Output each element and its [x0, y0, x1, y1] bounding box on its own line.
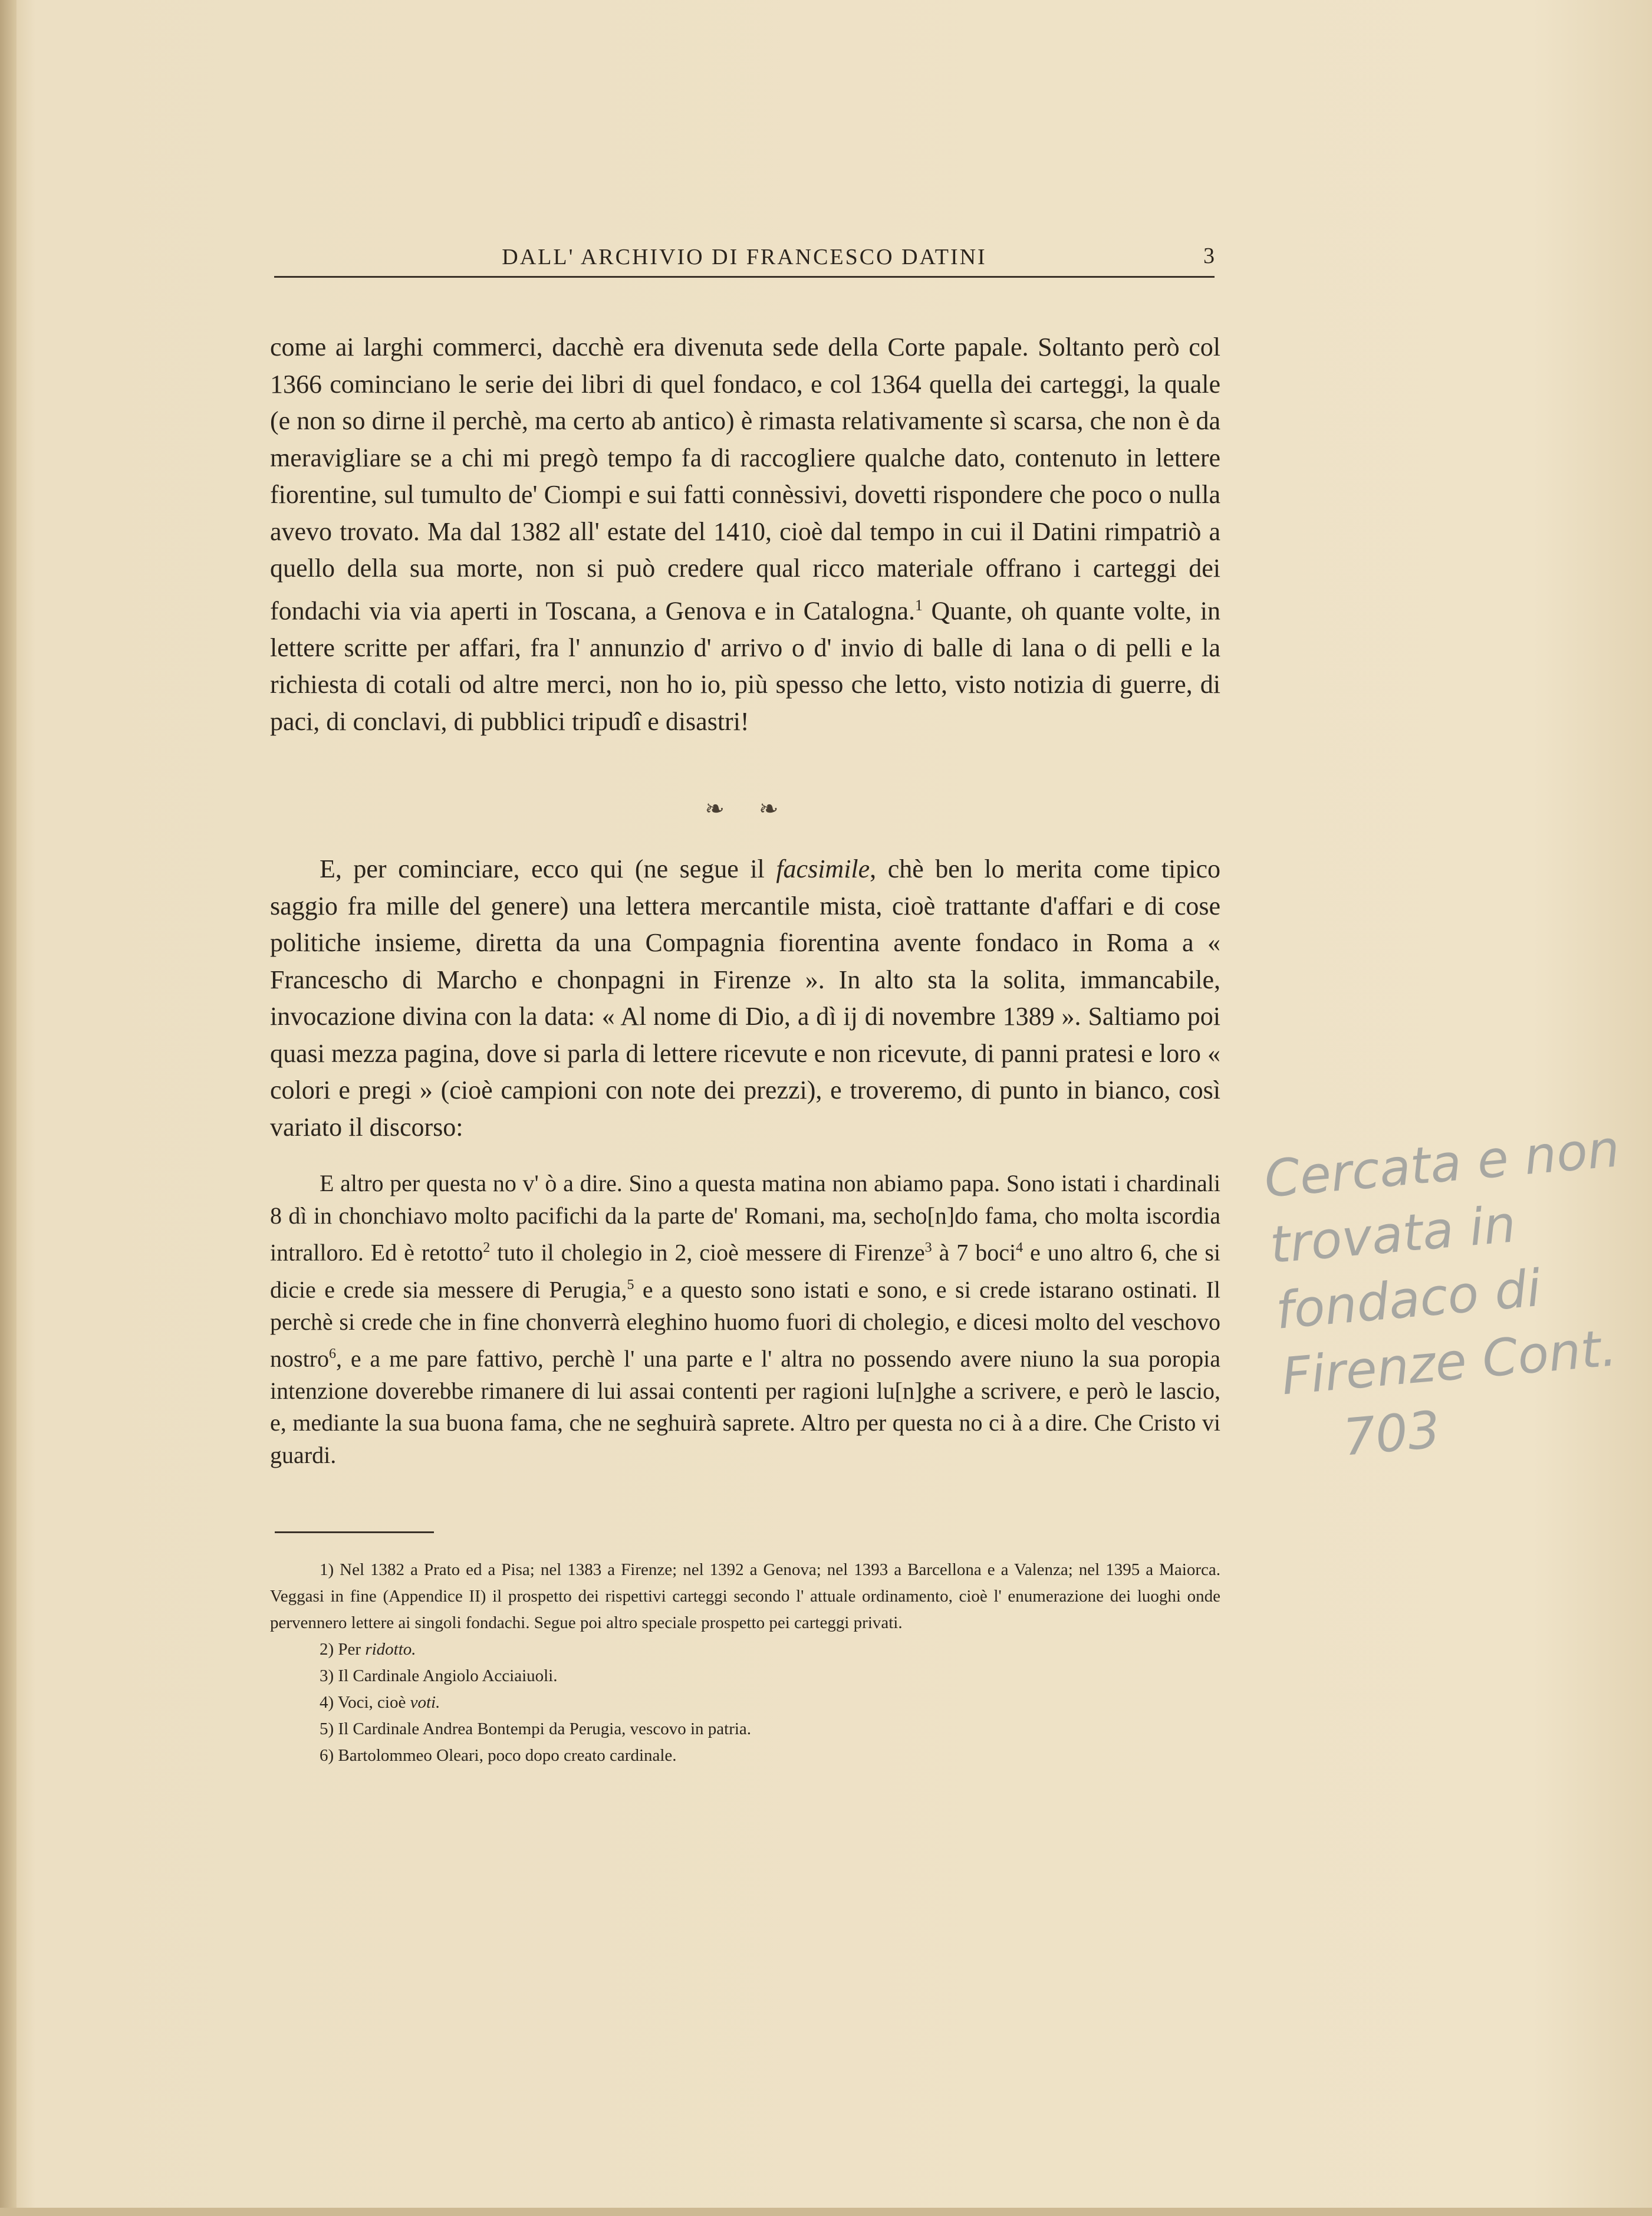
footnotes [270, 1557, 1220, 1769]
footnote-6: 6) Bartolommeo Oleari, poco dopo creato cardinale. [320, 1746, 677, 1765]
quote-ref-4: 4 [1016, 1240, 1024, 1255]
footnote-rule [275, 1531, 434, 1533]
quote-ref-5: 5 [627, 1277, 634, 1293]
letter-quote [270, 1168, 1220, 1471]
quote-ref-6: 6 [329, 1346, 336, 1362]
quote-ref-3: 3 [924, 1240, 932, 1255]
paragraph-1-text: come ai larghi commerci, dacchè era divenuta sede della Corte papale. Soltanto però col 1366 cominciano le serie dei libri di quel fondaco, e col 1364 quella dei carteggi, la quale (e non so dirne il perchè, ma certo ab antico) è rimasta relativamente sì scarsa, che non è da meravigliare se a chi mi pregò tempo fa di raccogliere qualche dato, contenuto in lettere fiorentine, sul tumulto de' Ciompi e sui fatti connèssivi, dovetti rispondere che poco o nulla avevo trovato. Ma dal 1382 all' estate del 1410, cioè dal tempo in cui il Datini rimpatriò a quello della sua morte, non si può credere qual ricco materiale offrano i carteggi dei fondachi via via aperti in Toscana, a Genova e in Catalogna. [270, 333, 1220, 626]
footnote-4-italic: voti. [410, 1693, 440, 1712]
paragraph-2 [270, 851, 1220, 1146]
page-bottom-edge [0, 2208, 1652, 2216]
quote-text-1: E altro per questa no v' ò a dire. Sino a questa matina non abiamo papa. Sono istati i chardinali 8 dì in chonchiavo molto pacifichi da la parte de' Romani, ma, secho[n]do fama, cho molta iscordia intralloro. Ed è retotto [270, 1170, 1220, 1266]
handwritten-line-5: 703 [1341, 1400, 1443, 1468]
footnote-2-text: 2) Per [320, 1640, 366, 1659]
footnote-4-text: 4) Voci, cioè [320, 1693, 410, 1712]
running-title: DALL' ARCHIVIO DI FRANCESCO DATINI [502, 245, 987, 269]
facsimile-term: facsimile [776, 854, 870, 883]
paragraph-2-after: , chè ben lo merita come tipico saggio fra mille del genere) una lettera mercantile mista, cioè trattante d'affari e di cose politiche insieme, diretta da una Compagnia fiorentina avente fondaco in Roma a « Franceschо di Marcho e chonpagni in Firenze ». In alto sta la solita, immancabile, invocazione divina con la data: « Al nome di Dio, a dì ij di novembre 1389 ». Saltiamo poi quasi mezza pagina, dove si parla di lettere ricevute e non ricevute, di panni pratesi e loro « colori e pregi » (cioè campioni con note dei prezzi), e troveremo, di punto in bianco, così variato il discorso: [270, 854, 1220, 1142]
paragraph-1 [270, 329, 1220, 740]
footnote-1: 1) Nel 1382 a Prato ed a Pisa; nel 1383 a Firenze; nel 1392 a Genova; nel 1393 a Barcellona e a Valenza; nel 1395 a Maiorca. Veggasi in fine (Appendice II) il prospetto dei rispettivi carteggi secondo l' attuale ordinamento, cioè l' enumerazione dei luoghi onde pervennero lettere ai singoli fondachi. Segue poi altro speciale prospetto pei carteggi privati. [270, 1560, 1220, 1632]
footnote-2 [270, 1636, 1220, 1663]
handwritten-line-2: trovata in [1268, 1195, 1518, 1275]
footnote-2-italic: ridotto. [365, 1640, 416, 1659]
handwritten-line-4: Firenze Cont. [1279, 1319, 1620, 1407]
page-edge [0, 0, 17, 2216]
handwritten-line-3: fondaco di [1273, 1258, 1544, 1341]
section-ornament: ❧ ❧ [705, 795, 793, 822]
page-number: 3 [1203, 244, 1215, 268]
quote-ref-2: 2 [483, 1240, 491, 1255]
paragraph-1-end: Quante, oh quante volte, in lettere scritte per affari, fra l' annunzio d' arrivo o d' invio di balle di lana o di pelli e la richiesta di cotali od altre merci, non ho io, più spesso che letto, visto notizia di guerre, di paci, di conclavi, di pubblici tripudî e disastri! [270, 596, 1220, 736]
footnote-3: 3) Il Cardinale Angiolo Acciaiuoli. [320, 1666, 558, 1685]
footnote-4 [270, 1689, 1220, 1716]
paragraph-2-before: E, per cominciare, ecco qui (ne segue il [320, 854, 776, 883]
handwritten-line-1: Cercata e non [1262, 1119, 1622, 1209]
handwritten-pencil-note [1262, 1114, 1652, 1476]
quote-text-6: , e a me pare fattivo, perchè l' una parte e l' altra no possendo avere niuno la sua poropia intenzione doverebbe rimanere di lui assai contenti per ragioni lu[n]ghe a scrivere, e però le lascio, e, mediante la sua buona fama, che ne seghuirà saprete. Altro per questa no ci à a dire. Che Cristo vi guardi. [270, 1345, 1220, 1468]
footnote-5: 5) Il Cardinale Andrea Bontempi da Perugia, vescovo in patria. [320, 1719, 752, 1738]
quote-text-4: e uno altro 6, che si dicie e crede sia messere di Perugia, [270, 1239, 1221, 1303]
quote-text-3: à 7 boci [932, 1239, 1016, 1266]
footnote-ref-1: 1 [914, 596, 923, 614]
running-header [274, 241, 1215, 278]
quote-text-5: e a questo sono istati e sono, e si crede istarano ostinati. Il perchè si crede che in fine chonverrà eleghino huomo fuori di cholegio, e dicesi molto del veschovo nostro [270, 1276, 1220, 1372]
quote-text-2: tuto il cholegio in 2, cioè messere di Firenze [490, 1239, 925, 1266]
